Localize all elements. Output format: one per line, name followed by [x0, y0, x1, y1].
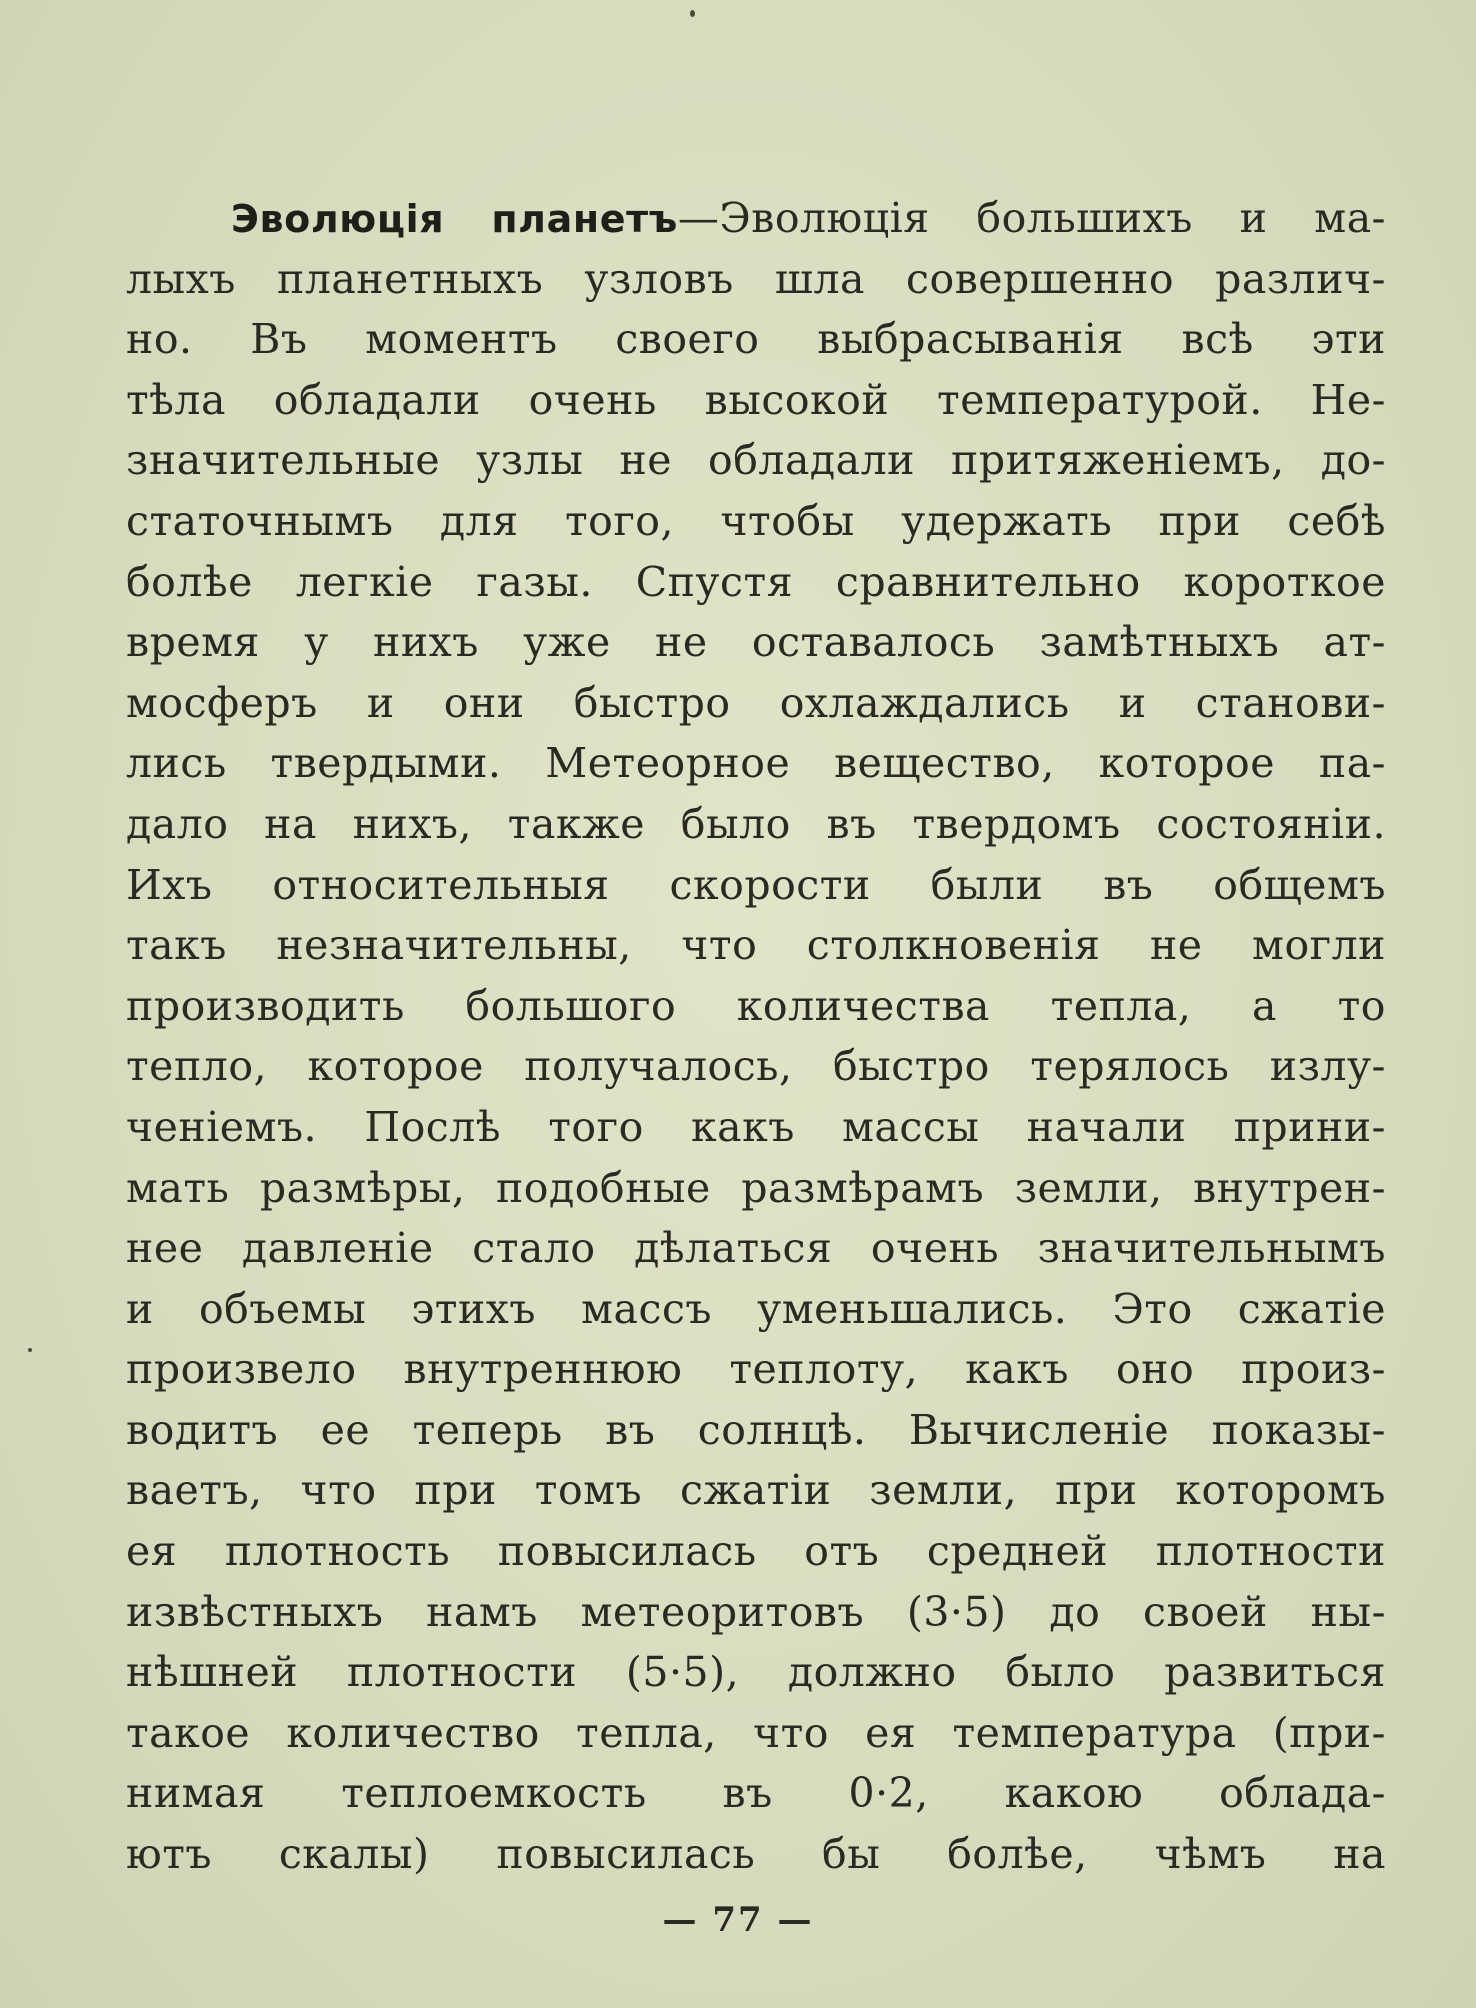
text-line: и объемы этихъ массъ уменьшались. Это сжатіе: [126, 1284, 1386, 1333]
text-line: ченіемъ. Послѣ того какъ массы начали прини-: [126, 1102, 1386, 1151]
text-line: извѣстныхъ намъ метеоритовъ (3·5) до своей ны-: [126, 1587, 1386, 1636]
text-line: Ихъ относительныя скорости были въ общемъ: [126, 860, 1386, 909]
page-number: — 77 —: [662, 1900, 814, 1940]
section-heading: Эволюція планетъ: [231, 197, 678, 241]
text-line: ваетъ, что при томъ сжатіи земли, при которомъ: [126, 1466, 1386, 1515]
print-speck: [690, 10, 695, 17]
text-line: тепло, которое получалось, быстро терялось излу-: [126, 1042, 1386, 1091]
text-line: производить большого количества тепла, а то: [126, 981, 1386, 1030]
print-speck: [28, 1348, 32, 1352]
text-line: статочнымъ для того, чтобы удержать при себѣ: [126, 496, 1386, 545]
text-line: мать размѣры, подобные размѣрамъ земли, внутрен-: [126, 1163, 1386, 1212]
text-line: ея плотность повысилась отъ средней плотности: [126, 1527, 1386, 1576]
text-line: Эволюція планетъ—Эволюція большихъ и ма-: [231, 194, 1386, 242]
text-line: произвело внутреннюю теплоту, какъ оно произ-: [126, 1345, 1386, 1394]
body-paragraph: [126, 188, 1386, 1885]
text-line: лись твердыми. Метеорное вещество, которое па-: [126, 739, 1386, 788]
text-line: время у нихъ уже не оставалось замѣтныхъ ат-: [126, 618, 1386, 667]
text-line: такое количество тепла, что ея температура (при-: [126, 1708, 1386, 1757]
text-line: тѣла обладали очень высокой температурой. Не-: [126, 375, 1386, 424]
text-line: нѣшней плотности (5·5), должно было развиться: [126, 1648, 1386, 1697]
text-line: ютъ скалы) повысилась бы болѣе, чѣмъ на: [126, 1830, 1386, 1879]
text-line: мосферъ и они быстро охлаждались и станови-: [126, 678, 1386, 727]
text-line: дало на нихъ, также было въ твердомъ состояніи.: [126, 799, 1386, 848]
text-line: значительные узлы не обладали притяженіемъ, до-: [126, 436, 1386, 485]
text-line: такъ незначительны, что столкновенія не могли: [126, 921, 1386, 970]
text-line: но. Въ моментъ своего выбрасыванія всѣ эти: [126, 315, 1386, 364]
text-line: нимая теплоемкость въ 0·2, какою облада-: [126, 1769, 1386, 1818]
text-line: нее давленіе стало дѣлаться очень значительнымъ: [126, 1224, 1386, 1273]
text-line: лыхъ планетныхъ узловъ шла совершенно различ-: [126, 254, 1386, 303]
text-line: болѣе легкіе газы. Спустя сравнительно короткое: [126, 557, 1386, 606]
text-line: водитъ ее теперь въ солнцѣ. Вычисленіе показы-: [126, 1405, 1386, 1454]
